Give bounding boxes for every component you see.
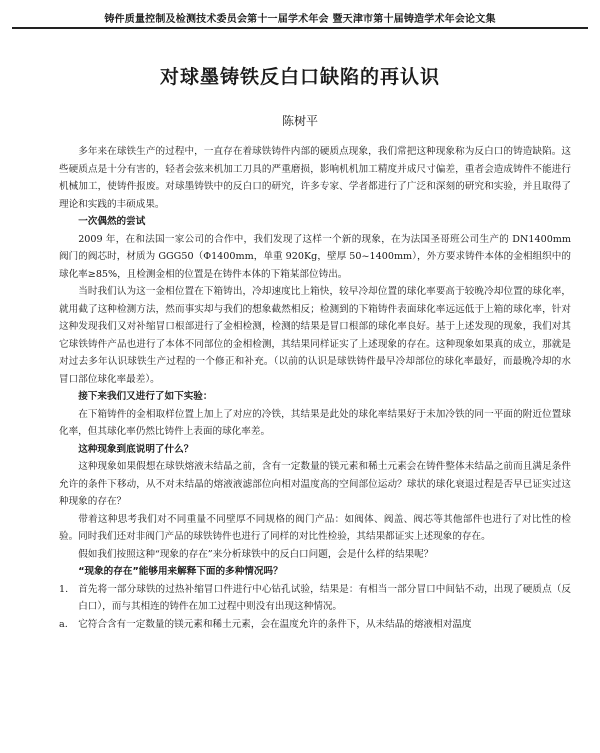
section-heading: 接下来我们又进行了如下实验： (78, 391, 213, 402)
author-name: 陈树平 (281, 114, 318, 128)
article-title: 对球墨铸铁反白口缺陷的再认识 (159, 66, 440, 88)
section-heading: 这种现象到底说明了什么？ (78, 443, 194, 455)
header-rule (12, 27, 588, 29)
paragraph: 假如我们按照这种“现象的存在”来分析球铁中的反白口问题，会是什么样的结果呢？ (78, 548, 434, 560)
list-number: 1. (59, 583, 69, 595)
section-heading: 一次偶然的尝试 (78, 216, 146, 227)
paragraph: 这种现象如果假想在球铁熔液未结晶之前，含有一定数量的镁元素和稀土元素会在铸件整体未结晶之前而且满足条件允许的条件下移动，从不对未结晶的熔液液滤部位向相对温度高的空间部位运动？球状的球化衰退过程是否早已证实过这种现象的存在？ (59, 461, 571, 507)
paragraph: 2009 年，在和法国一家公司的合作中，我们发现了这样一个新的现象，在为法国圣哥班公司生产的 DN1400mm 阀门的阀芯时，材质为 GGG50（Φ1400mm，单重 920Kg，壁厚 50~1400mm），外方要求铸件本体的金相组织中的球化率≥85%，且检测金相的位置是在铸件本体的下箱某部位铸出。 (59, 233, 571, 280)
running-header: 铸件质量控制及检测技术委员会第十一届学术年会 暨天津市第十届铸造学术年会论文集 (104, 14, 496, 25)
section-heading: “现象的存在”能够用来解释下面的多种情况吗？ (78, 566, 283, 577)
list-item (59, 616, 571, 634)
list-item (59, 581, 571, 616)
article-body (59, 143, 571, 633)
paragraph: 多年来在球铁生产的过程中，一直存在着球铁铸件内部的硬质点现象，我们常把这种现象称为反白口的铸造缺陷。这些硬质点是十分有害的，轻者会弦来机加工刀具的严重磨损，影响机机加工精度并成尺寸偏差，重者会造成铸件不能进行机械加工，使铸件报废。对球墨铸铁中的反白口的研究，许多专家、学者都进行了广泛和深刻的研究和实验，并且取得了理论和实践的丰硕成果。 (59, 146, 571, 210)
list-item-text: 首先将一部分球铁的过热补缩冒口件进行中心钻孔试验，结果是：有相当一部分冒口中间钻不动，出现了硬质点（反白口），而与其相连的铸件在加工过程中则没有出现这种情况。 (78, 583, 571, 612)
list-item-text: 它符合含有一定数量的镁元素和稀土元素，会在温度允许的条件下，从未结晶的熔液相对温度 (78, 618, 472, 630)
paragraph: 在下箱铸件的金相取样位置上加上了对应的冷铁，其结果是此处的球化率结果好于未加冷铁的同一平面的附近位置球化率，但其球化率仍然比铸件上表面的球化率差。 (59, 408, 571, 437)
paragraph: 当时我们认为这一金相位置在下箱铸出，冷却速度比上箱快，较早冷却位置的球化率要高于较晚冷却位置的球化率，就用截了这种检测方法，然而事实却与我们的想象截然相反；检测到的下箱铸件表面球化率远远低于上箱的球化率，针对这种发现我们又对补缩冒口根部进行了金相检测，检测的结果是冒口根部的球化率良好。基于上述发现的现象，我们对其它球铁铸件产品也进行了本体不同部位的金相检测，其结果同样证实了上述现象的存在。这种现象如果真的成立，那就是对过去多年认识球铁生产过程的一个修正和补充。（以前的认识是球铁铸件最早冷却部位的球化率最好，而最晚冷却的水冒口部位球化率最差）。 (59, 286, 571, 385)
paragraph: 带着这种思考我们对不同重量不同壁厚不同规格的阀门产品：如阀体、阀盖、阀芯等其他部件也进行了对比性的检验。同时我们还对非阀门产品的球铁铸件也进行了同样的对比性检验，其结果都证实上述现象的存在。 (59, 513, 571, 542)
list-number: a. (59, 618, 68, 630)
